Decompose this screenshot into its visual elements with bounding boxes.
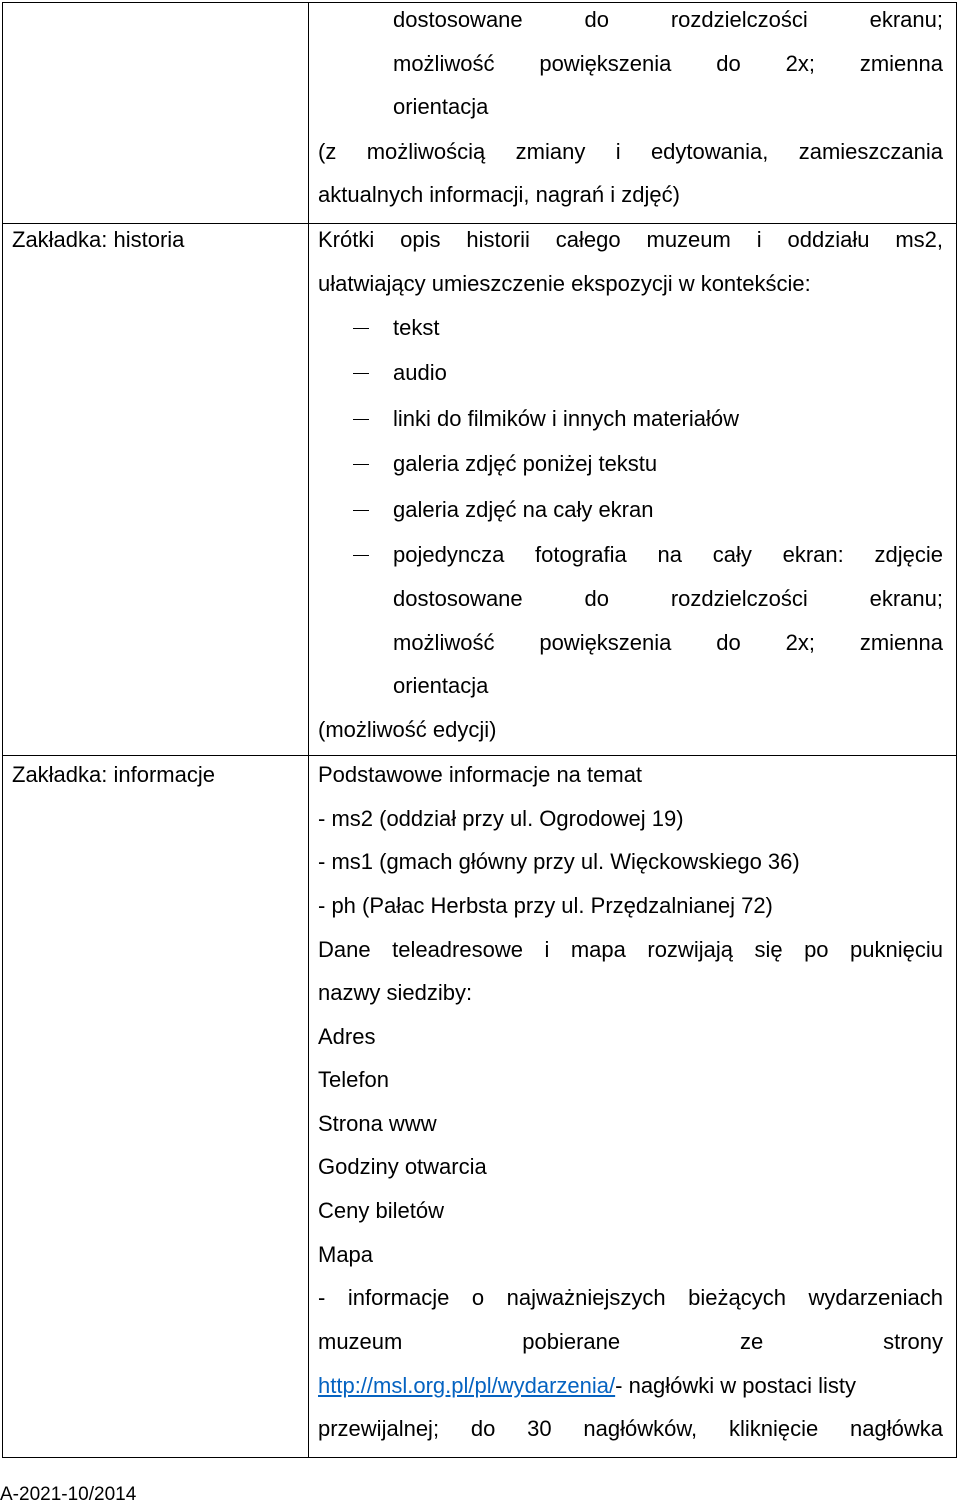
row2-line: Mapa xyxy=(318,1242,374,1267)
bullet-item: galeria zdjęć poniżej tekstu xyxy=(393,451,658,476)
bullet-dash-icon xyxy=(353,464,369,465)
row2-line: Ceny biletów xyxy=(318,1198,444,1223)
row1-intro-2: ułatwiający umieszczenie ekspozycji w kontekście: xyxy=(318,271,811,296)
row2-line: Telefon xyxy=(318,1067,389,1092)
document-footer: A-2021-10/2014 xyxy=(0,1484,137,1505)
bullet-dash-icon xyxy=(353,555,369,556)
row2-line: Strona www xyxy=(318,1111,437,1136)
bullet-item: pojedyncza fotografia na cały ekran: zdjęcie xyxy=(393,542,943,567)
events-link[interactable]: http://msl.org.pl/pl/wydarzenia/ xyxy=(318,1373,616,1398)
row2-line: Podstawowe informacje na temat xyxy=(318,762,643,787)
row2-line: muzeum pobierane ze strony xyxy=(318,1329,943,1354)
row2-line: - ms2 (oddział przy ul. Ogrodowej 19) xyxy=(318,806,684,831)
row2-line: - ph (Pałac Herbsta przy ul. Przędzalnianej 72) xyxy=(318,893,773,918)
bullet-continuation-2: możliwość powiększenia do 2x; zmienna xyxy=(393,630,943,655)
row0-line-5: aktualnych informacji, nagrań i zdjęć) xyxy=(318,182,680,207)
bullet-dash-icon xyxy=(353,510,369,511)
bullet-item: galeria zdjęć na cały ekran xyxy=(393,497,654,522)
column-divider xyxy=(308,3,309,1457)
row-divider-2 xyxy=(3,755,956,756)
row2-line: - ms1 (gmach główny przy ul. Więckowskiego 36) xyxy=(318,849,800,874)
bullet-item: tekst xyxy=(393,315,440,340)
bullet-continuation-3: orientacja xyxy=(393,673,489,698)
row2-line: Dane teleadresowe i mapa rozwijają się po puknięciu xyxy=(318,937,943,962)
row0-line-3: orientacja xyxy=(393,94,489,119)
row2-line: - informacje o najważniejszych bieżących wydarzeniach xyxy=(318,1285,943,1310)
row1-label: Zakładka: historia xyxy=(12,227,185,252)
link-tail-text: - nagłówki w postaci listy xyxy=(615,1373,857,1398)
row2-line: Adres xyxy=(318,1024,376,1049)
row2-label: Zakładka: informacje xyxy=(12,762,215,787)
row2-link-line xyxy=(318,1373,856,1399)
row1-note: (możliwość edycji) xyxy=(318,717,497,742)
row0-line-4: (z możliwością zmiany i edytowania, zamieszczania xyxy=(318,139,943,164)
row2-last-line: przewijalnej; do 30 nagłówków, kliknięcie nagłówka xyxy=(318,1416,943,1441)
bullet-dash-icon xyxy=(353,373,369,374)
bullet-continuation-1: dostosowane do rozdzielczości ekranu; xyxy=(393,586,943,611)
row2-line: Godziny otwarcia xyxy=(318,1154,487,1179)
row0-line-1: dostosowane do rozdzielczości ekranu; xyxy=(393,7,943,32)
bullet-dash-icon xyxy=(353,419,369,420)
bullet-item: linki do filmików i innych materiałów xyxy=(393,406,740,431)
row-divider-1 xyxy=(3,223,956,224)
bullet-item: audio xyxy=(393,360,447,385)
row1-intro-1: Krótki opis historii całego muzeum i oddziału ms2, xyxy=(318,227,943,252)
row0-line-2: możliwość powiększenia do 2x; zmienna xyxy=(393,51,943,76)
bullet-dash-icon xyxy=(353,328,369,329)
row2-line: nazwy siedziby: xyxy=(318,980,473,1005)
